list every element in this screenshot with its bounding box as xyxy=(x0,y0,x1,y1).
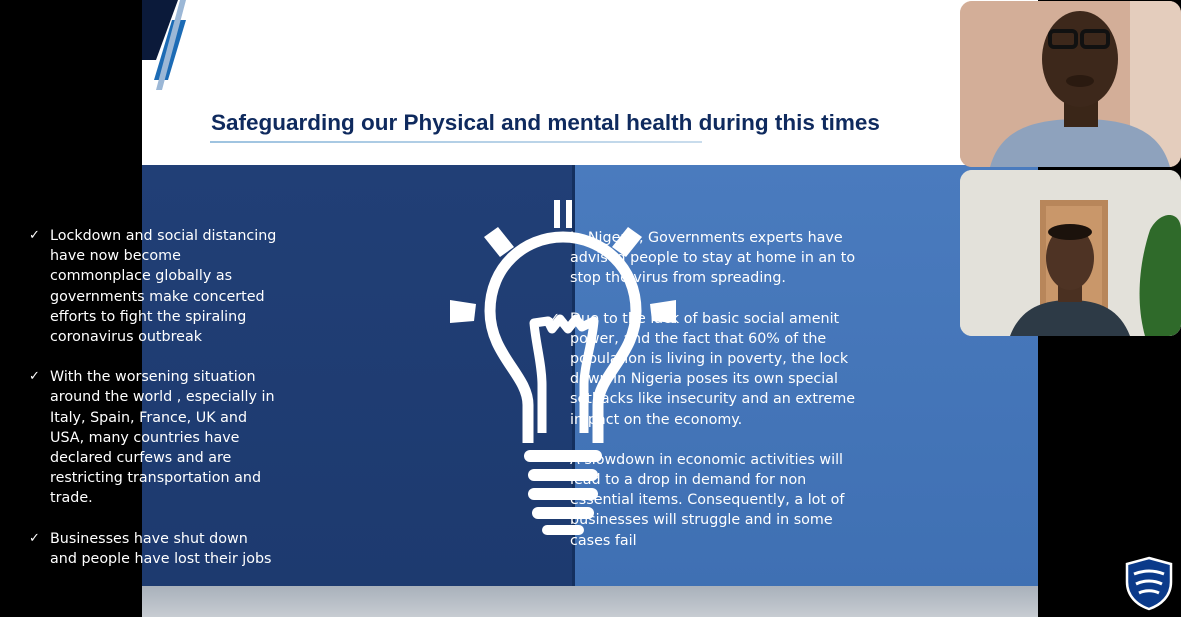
list-item xyxy=(29,529,279,569)
list-item xyxy=(29,226,279,347)
corner-stripes-graphic xyxy=(142,0,202,100)
check-icon: ✓ xyxy=(29,228,40,243)
title-underline xyxy=(210,141,702,143)
list-item xyxy=(549,228,859,289)
check-icon: ✓ xyxy=(549,230,560,245)
bullet-text: Lockdown and social distancing have now become commonplace globally as governments make concerted efforts to fight the spiraling coronavirus outbreak xyxy=(50,228,277,346)
check-icon: ✓ xyxy=(549,310,560,326)
participant-video-icon xyxy=(960,170,1181,336)
check-icon: ✓ xyxy=(549,451,560,467)
participant-video-tile[interactable] xyxy=(960,1,1181,167)
participant-video-icon xyxy=(960,1,1181,167)
list-item xyxy=(549,450,859,551)
slide-header xyxy=(142,0,1038,165)
bullet-text: With the worsening situation around the world , especially in Italy, Spain, France, UK and USA, many countries have declared curfews and are restricting transportation and trade. xyxy=(50,369,275,507)
list-item xyxy=(29,367,279,508)
bullet-text: In Nigeria, Governments experts have advised people to stay at home in an to stop the virus from spreading. xyxy=(570,230,856,287)
bullet-text: Businesses have shut down and people have lost their jobs xyxy=(50,530,272,567)
participant-video-tile[interactable] xyxy=(960,170,1181,336)
right-bullet-list xyxy=(549,228,859,571)
check-icon: ✓ xyxy=(29,530,40,546)
shield-logo-icon xyxy=(1124,556,1174,611)
bullet-text: Due to the lack of basic social amenit power, and the fact that 60% of the population is living in poverty, the lock down in Nigeria poses its own special setbacks like insecurity and an extreme impact on the economy. xyxy=(570,310,856,428)
bullet-text: A slowdown in economic activities will lead to a drop in demand for non essential items. Consequently, a lot of businesses will struggle and in some cases fail xyxy=(570,451,845,549)
left-bullet-list xyxy=(29,226,279,589)
list-item xyxy=(549,309,859,430)
slide-footer-band xyxy=(142,586,1038,617)
check-icon: ✓ xyxy=(29,369,40,385)
slide-title: Safeguarding our Physical and mental health during this times xyxy=(211,110,880,135)
